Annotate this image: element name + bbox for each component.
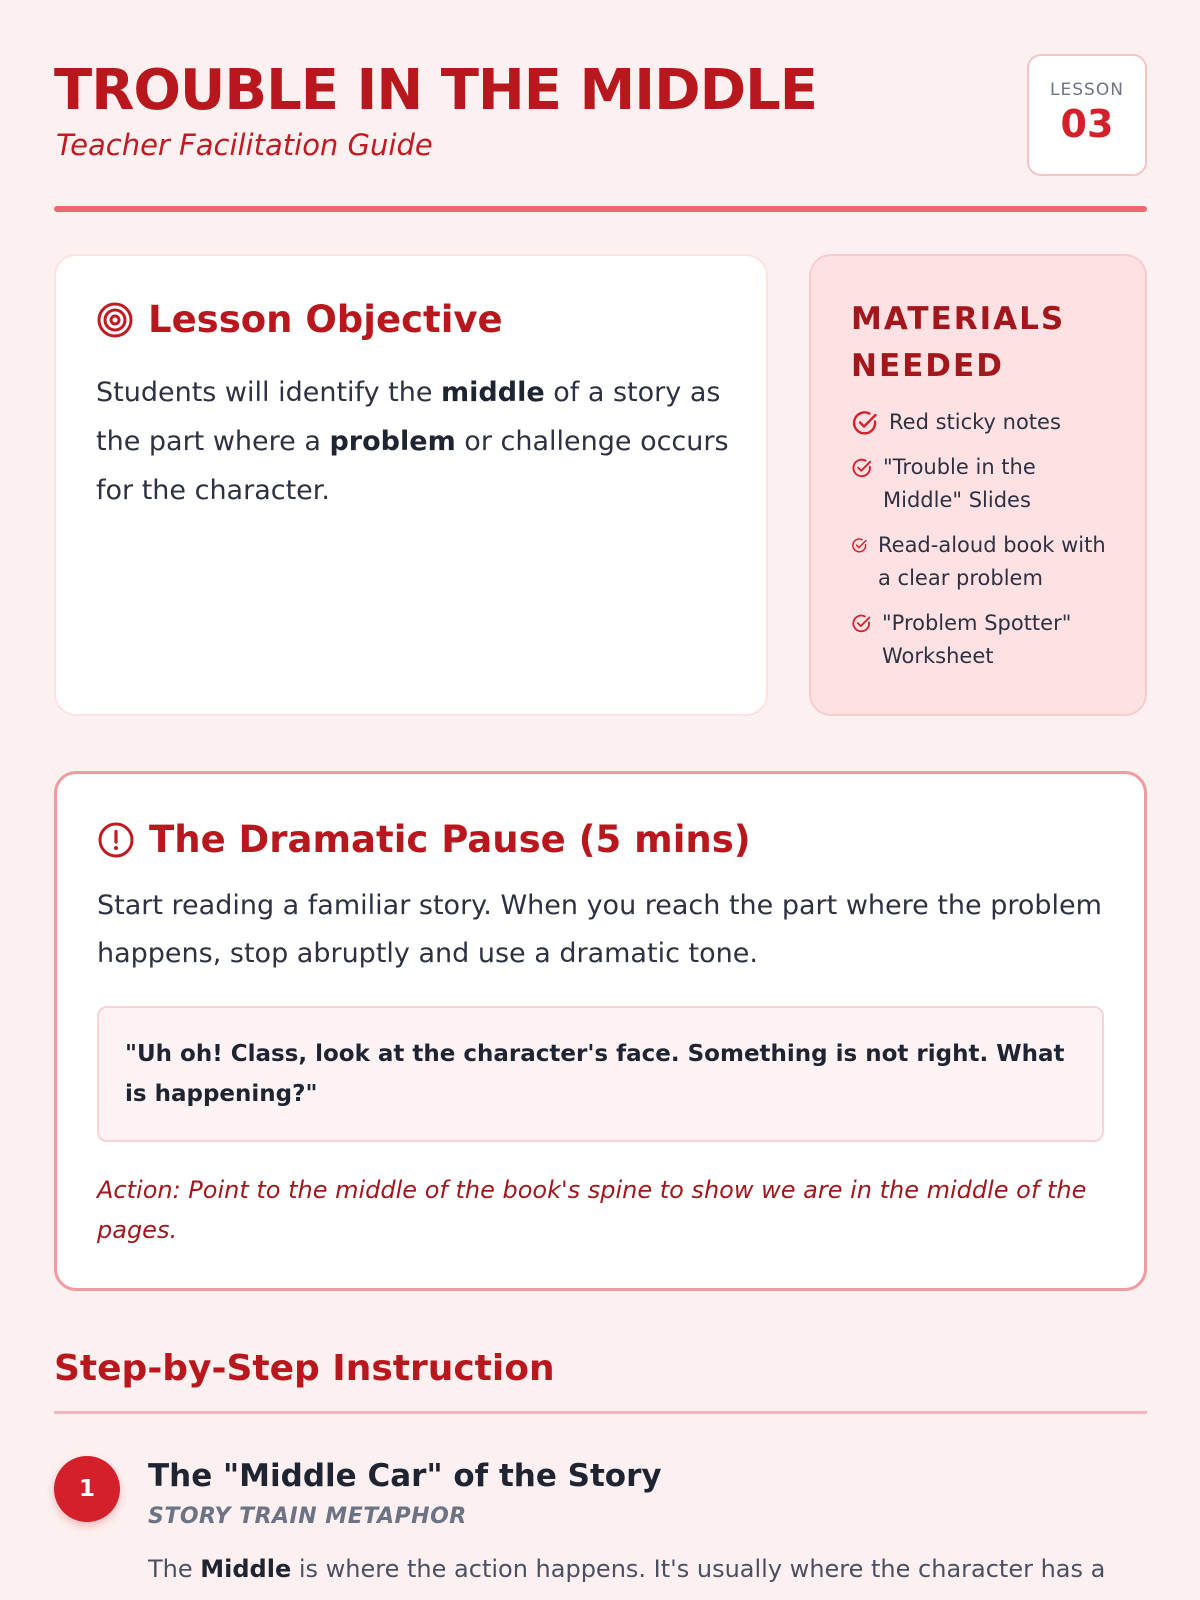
step-number-badge: 1 — [54, 1456, 120, 1522]
check-circle-icon — [851, 406, 879, 439]
pause-heading — [97, 818, 751, 861]
target-icon — [96, 301, 134, 339]
teacher-script-quote — [97, 1006, 1104, 1142]
pause-instructions: Start reading a familiar story. When you reach the part where the problem happens, stop abruptly and use a dramatic tone. — [97, 890, 1102, 969]
objective-text-part: Students will identify the — [96, 377, 442, 408]
materials-item — [851, 451, 1121, 517]
header-divider — [54, 206, 1147, 212]
check-circle-icon — [851, 451, 873, 484]
steps-divider — [54, 1411, 1147, 1414]
materials-item — [851, 607, 1121, 673]
step-description — [148, 1548, 1138, 1590]
page-subtitle: Teacher Facilitation Guide — [56, 128, 433, 162]
materials-item-label: Red sticky notes — [889, 410, 1061, 434]
check-circle-icon — [851, 607, 872, 640]
quote-text: "Uh oh! Class, look at the character's face. Something is not right. What is happening?" — [125, 1041, 1065, 1107]
steps-section-title: Step-by-Step Instruction — [54, 1348, 555, 1389]
objective-keyword-problem: problem — [329, 426, 456, 457]
step-text-part: The — [148, 1555, 201, 1583]
pause-title: The Dramatic Pause (5 mins) — [149, 818, 751, 861]
objective-text-part: of a story as the part where a — [96, 377, 721, 457]
objective-text — [96, 368, 736, 515]
lesson-number: 03 — [1060, 102, 1114, 146]
objective-heading — [96, 298, 503, 341]
materials-item-label: "Problem Spotter" Worksheet — [882, 611, 1072, 668]
page-header — [54, 0, 1147, 212]
objective-keyword-middle: middle — [441, 377, 545, 408]
materials-item-label: Read-aloud book with a clear problem — [878, 533, 1106, 590]
step-subtitle: STORY TRAIN METAPHOR — [148, 1504, 467, 1529]
materials-item — [851, 529, 1121, 595]
objective-title: Lesson Objective — [148, 298, 503, 341]
action-note: Action: Point to the middle of the book's spine to show we are in the middle of the pages. — [97, 1176, 1087, 1244]
dramatic-pause-card — [54, 771, 1147, 1291]
step-text-part: is where the action happens. It's usually where the character has a — [291, 1555, 1106, 1583]
materials-title: MATERIALS NEEDED — [851, 301, 1066, 384]
page-title: TROUBLE IN THE MIDDLE — [54, 58, 817, 123]
lesson-badge — [1027, 54, 1147, 176]
objective-text-part: or challenge occurs for the character. — [96, 426, 729, 506]
lesson-label: LESSON — [1050, 80, 1124, 100]
step-title: The "Middle Car" of the Story — [148, 1458, 662, 1494]
guide-page — [54, 0, 1147, 1583]
materials-list — [851, 406, 1121, 685]
step-keyword: Middle — [200, 1555, 292, 1583]
objective-card — [54, 254, 768, 716]
alert-circle-icon — [97, 821, 135, 859]
materials-item-label: "Trouble in the Middle" Slides — [883, 455, 1036, 512]
materials-item — [851, 406, 1121, 439]
materials-card — [809, 254, 1147, 716]
check-circle-icon — [851, 529, 868, 562]
